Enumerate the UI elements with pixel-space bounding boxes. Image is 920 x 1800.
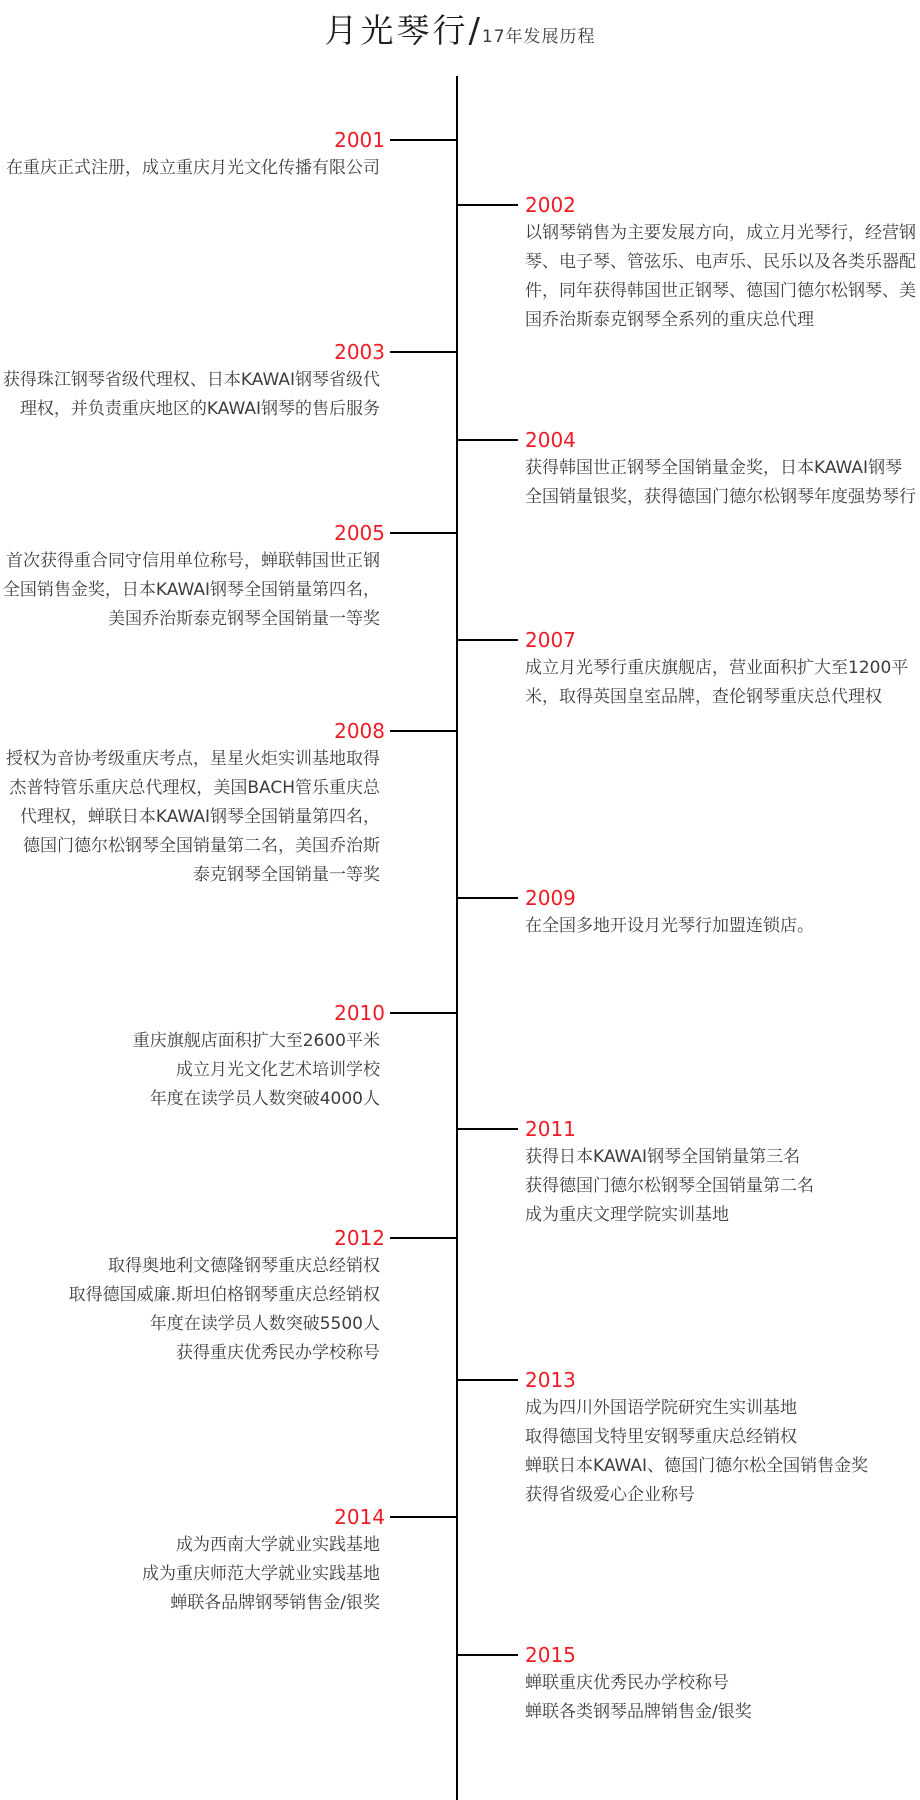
event-description-line: 德国门德尔松钢琴全国销量第二名，美国乔治斯 — [23, 836, 380, 856]
year-label-2013: 2013 — [525, 1368, 576, 1392]
connector-line — [458, 1128, 518, 1130]
event-description-line: 杰普特管乐重庆总代理权，美国BACH管乐重庆总 — [9, 778, 380, 798]
connector-line — [390, 730, 458, 732]
year-row — [458, 887, 920, 909]
year-label-2004: 2004 — [525, 428, 576, 452]
year-label-2012: 2012 — [334, 1226, 385, 1250]
year-label-2014: 2014 — [334, 1505, 385, 1529]
year-row — [458, 1118, 920, 1140]
connector-line — [458, 439, 518, 441]
event-description-line: 获得珠江钢琴省级代理权、日本KAWAI钢琴省级代 — [2, 370, 380, 390]
connector-line — [390, 351, 458, 353]
event-description-line: 取得德国威廉.斯坦伯格钢琴重庆总经销权 — [68, 1285, 380, 1305]
connector-line — [458, 1654, 518, 1656]
year-row — [0, 129, 458, 151]
timeline-event-2010 — [0, 1002, 458, 1114]
event-description — [458, 912, 920, 941]
year-row — [0, 720, 458, 742]
connector-line — [458, 204, 518, 206]
event-description — [0, 1252, 458, 1368]
year-label-2003: 2003 — [334, 340, 385, 364]
event-description-line: 成为重庆文理学院实训基地 — [525, 1205, 729, 1225]
year-row — [0, 1506, 458, 1528]
year-label-2007: 2007 — [525, 628, 576, 652]
event-description-line: 成为重庆师范大学就业实践基地 — [142, 1564, 380, 1584]
event-description-line: 美国乔治斯泰克钢琴全国销量一等奖 — [108, 609, 380, 629]
event-description-line: 蝉联各类钢琴品牌销售金/银奖 — [525, 1702, 752, 1722]
year-row — [458, 1369, 920, 1391]
year-label-2005: 2005 — [334, 521, 385, 545]
event-description-line: 取得奥地利文德隆钢琴重庆总经销权 — [108, 1256, 380, 1276]
event-description — [458, 454, 920, 512]
event-description-line: 国乔治斯泰克钢琴全系列的重庆总代理 — [525, 310, 814, 330]
year-row — [0, 1002, 458, 1024]
event-description-line: 在重庆正式注册，成立重庆月光文化传播有限公司 — [6, 158, 380, 178]
year-row — [0, 1227, 458, 1249]
year-row — [458, 194, 920, 216]
event-description-line: 成为西南大学就业实践基地 — [176, 1535, 380, 1555]
event-description — [458, 1394, 920, 1510]
event-description-line: 蝉联各品牌钢琴销售金/银奖 — [170, 1593, 380, 1613]
event-description-line: 件，同年获得韩国世正钢琴、德国门德尔松钢琴、美 — [525, 281, 916, 301]
event-description-line: 成立月光文化艺术培训学校 — [176, 1060, 380, 1080]
title-subtitle: 17年发展历程 — [481, 27, 596, 47]
timeline-event-2007 — [458, 629, 920, 712]
connector-line — [390, 532, 458, 534]
brand-name: 月光琴行 — [324, 11, 469, 50]
event-description-line: 泰克钢琴全国销量一等奖 — [193, 865, 380, 885]
event-description — [458, 654, 920, 712]
event-description-line: 首次获得重合同守信用单位称号，蝉联韩国世正钢 — [6, 551, 380, 571]
year-label-2009: 2009 — [525, 886, 576, 910]
timeline-event-2009 — [458, 887, 920, 941]
event-description-line: 获得重庆优秀民办学校称号 — [176, 1343, 380, 1363]
connector-line — [458, 897, 518, 899]
event-description-line: 重庆旗舰店面积扩大至2600平米 — [132, 1031, 380, 1051]
year-row — [0, 341, 458, 363]
year-label-2002: 2002 — [525, 193, 576, 217]
title-divider: / — [468, 11, 480, 51]
event-description-line: 在全国多地开设月光琴行加盟连锁店。 — [525, 916, 814, 936]
event-description-line: 全国销量银奖，获得德国门德尔松钢琴年度强势琴行 — [525, 487, 916, 507]
year-row — [458, 1644, 920, 1666]
timeline-event-2014 — [0, 1506, 458, 1618]
event-description-line: 琴、电子琴、管弦乐、电声乐、民乐以及各类乐器配 — [525, 252, 916, 272]
timeline-event-2005 — [0, 522, 458, 634]
year-label-2001: 2001 — [334, 128, 385, 152]
event-description-line: 成为四川外国语学院研究生实训基地 — [525, 1398, 797, 1418]
year-row — [458, 429, 920, 451]
event-description — [0, 547, 458, 634]
timeline-event-2013 — [458, 1369, 920, 1510]
connector-line — [390, 1237, 458, 1239]
timeline-event-2012 — [0, 1227, 458, 1368]
timeline-event-2004 — [458, 429, 920, 512]
event-description — [0, 745, 458, 890]
year-label-2008: 2008 — [334, 719, 385, 743]
timeline-event-2015 — [458, 1644, 920, 1727]
connector-line — [458, 639, 518, 641]
event-description-line: 蝉联重庆优秀民办学校称号 — [525, 1673, 729, 1693]
connector-line — [390, 1516, 458, 1518]
event-description-line: 获得日本KAWAI钢琴全国销量第三名 — [525, 1147, 801, 1167]
timeline-event-2002 — [458, 194, 920, 335]
timeline-event-2008 — [0, 720, 458, 890]
event-description — [0, 1027, 458, 1114]
event-description — [0, 366, 458, 424]
year-label-2011: 2011 — [525, 1117, 576, 1141]
event-description-line: 获得德国门德尔松钢琴全国销量第二名 — [525, 1176, 814, 1196]
event-description — [458, 1143, 920, 1230]
event-description-line: 授权为音协考级重庆考点，星星火炬实训基地取得 — [6, 749, 380, 769]
event-description — [458, 1669, 920, 1727]
year-row — [458, 629, 920, 651]
timeline-event-2003 — [0, 341, 458, 424]
connector-line — [458, 1379, 518, 1381]
event-description-line: 全国销售金奖，日本KAWAI钢琴全国销量第四名， — [2, 580, 380, 600]
event-description-line: 蝉联日本KAWAI、德国门德尔松全国销售金奖 — [525, 1456, 869, 1476]
event-description-line: 成立月光琴行重庆旗舰店，营业面积扩大至1200平 — [525, 658, 909, 678]
event-description-line: 以钢琴销售为主要发展方向，成立月光琴行，经营钢 — [525, 223, 916, 243]
event-description — [0, 154, 458, 183]
event-description-line: 理权，并负责重庆地区的KAWAI钢琴的售后服务 — [19, 399, 380, 419]
connector-line — [390, 1012, 458, 1014]
year-label-2010: 2010 — [334, 1001, 385, 1025]
event-description-line: 获得韩国世正钢琴全国销量金奖，日本KAWAI钢琴 — [525, 458, 903, 478]
page-title — [0, 5, 920, 52]
event-description-line: 代理权，蝉联日本KAWAI钢琴全国销量第四名， — [19, 807, 380, 827]
timeline-event-2011 — [458, 1118, 920, 1230]
event-description-line: 获得省级爱心企业称号 — [525, 1485, 695, 1505]
timeline-event-2001 — [0, 129, 458, 183]
event-description-line: 年度在读学员人数突破5500人 — [149, 1314, 380, 1334]
event-description-line: 年度在读学员人数突破4000人 — [149, 1089, 380, 1109]
year-row — [0, 522, 458, 544]
connector-line — [390, 139, 458, 141]
event-description-line: 取得德国戈特里安钢琴重庆总经销权 — [525, 1427, 797, 1447]
event-description — [458, 219, 920, 335]
year-label-2015: 2015 — [525, 1643, 576, 1667]
event-description-line: 米，取得英国皇室品牌，查伦钢琴重庆总代理权 — [525, 687, 882, 707]
event-description — [0, 1531, 458, 1618]
